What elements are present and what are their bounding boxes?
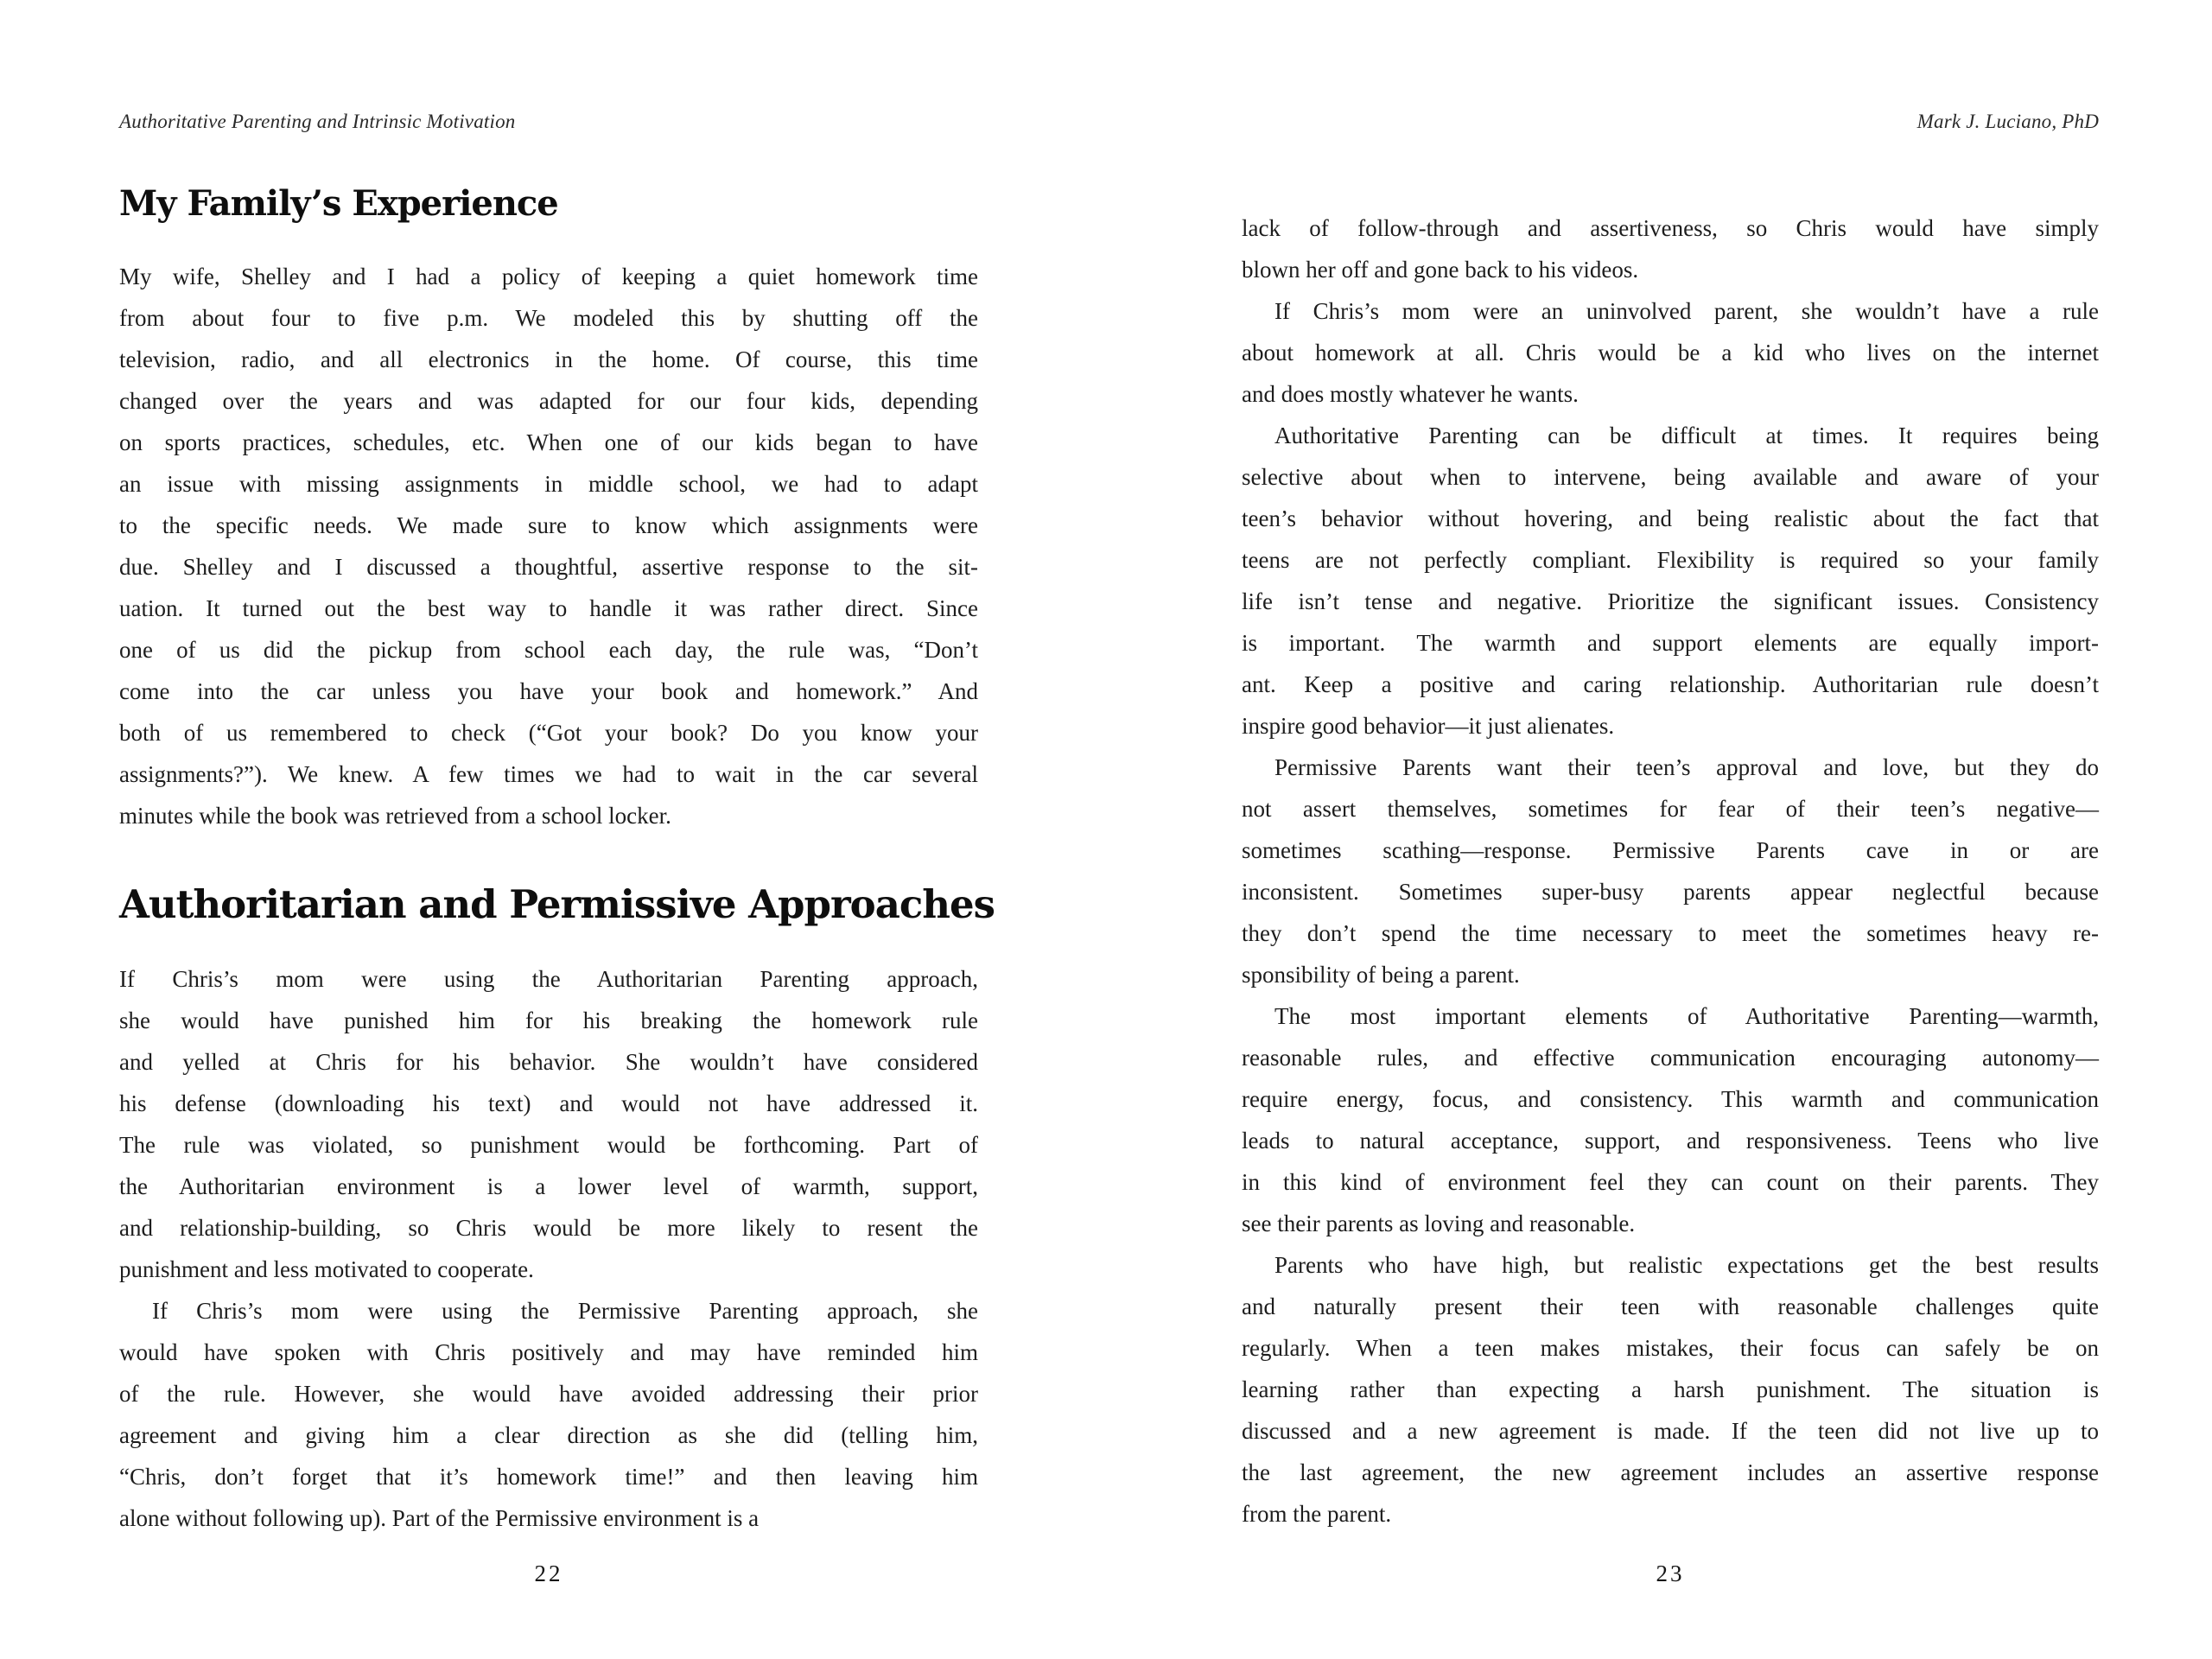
text-line: My wife, Shelley and I had a policy of keeping a quiet homework time xyxy=(119,264,978,289)
text-line: an issue with missing assignments in middle school, we had to adapt xyxy=(119,471,978,497)
paragraph xyxy=(1242,995,2099,1244)
text-line: inconsistent. Sometimes super-busy parents appear neglectful because xyxy=(1242,879,2099,905)
text-line: punishment and less motivated to cooperate. xyxy=(119,1256,534,1282)
text-line: they don’t spend the time necessary to meet the sometimes heavy re- xyxy=(1242,920,2099,946)
text-line: blown her off and gone back to his videos. xyxy=(1242,257,1639,283)
text-line: about homework at all. Chris would be a kid who lives on the internet xyxy=(1242,340,2099,365)
text-line: Permissive Parents want their teen’s approval and love, but they do xyxy=(1274,754,2099,780)
text-line: If Chris’s mom were using the Permissive Parenting approach, she xyxy=(152,1298,978,1324)
right-page xyxy=(1242,0,2099,1659)
text-line: is important. The warmth and support elements are equally import- xyxy=(1242,630,2099,656)
text-line: due. Shelley and I discussed a thoughtful, assertive response to the sit- xyxy=(119,554,978,580)
section-heading: My Family’s Experience xyxy=(119,183,558,224)
page-number-right: 23 xyxy=(1656,1560,1685,1586)
text-line: sometimes scathing—response. Permissive Parents cave in or are xyxy=(1242,837,2099,863)
text-line: come into the car unless you have your book and homework.” And xyxy=(119,678,978,704)
text-line: require energy, focus, and consistency. This warmth and communication xyxy=(1242,1086,2099,1112)
section-heading: Authoritarian and Permissive Approaches xyxy=(119,881,995,927)
text-line: from the parent. xyxy=(1242,1501,1392,1527)
text-line: The most important elements of Authoritative Parenting—warmth, xyxy=(1274,1003,2099,1029)
text-line: If Chris’s mom were an uninvolved parent, she wouldn’t have a rule xyxy=(1274,298,2099,324)
text-line: Parents who have high, but realistic expectations get the best results xyxy=(1274,1252,2099,1278)
text-line: the Authoritarian environment is a lower level of warmth, support, xyxy=(119,1173,978,1199)
text-line: not assert themselves, sometimes for fear of their teen’s negative— xyxy=(1242,796,2099,822)
left-page xyxy=(119,0,995,1659)
text-line: Authoritative Parenting can be difficult at times. It requires being xyxy=(1274,423,2099,448)
text-line: on sports practices, schedules, etc. When one of our kids began to have xyxy=(119,429,978,455)
text-line: his defense (downloading his text) and would not have addressed it. xyxy=(119,1090,978,1116)
text-line: she would have punished him for his breaking the homework rule xyxy=(119,1007,978,1033)
paragraph xyxy=(1242,290,2099,415)
text-line: from about four to five p.m. We modeled this by shutting off the xyxy=(119,305,978,331)
text-line: sponsibility of being a parent. xyxy=(1242,962,1520,988)
text-line: one of us did the pickup from school each day, the rule was, “Don’t xyxy=(119,637,978,663)
text-line: and relationship-building, so Chris would be more likely to resent the xyxy=(119,1215,978,1241)
paragraph xyxy=(119,256,978,836)
paragraph xyxy=(119,1290,978,1539)
text-line: agreement and giving him a clear direction as she did (telling him, xyxy=(119,1422,978,1448)
text-line: assignments?”). We knew. A few times we had to wait in the car several xyxy=(119,761,978,787)
text-line: and yelled at Chris for his behavior. She wouldn’t have considered xyxy=(119,1049,978,1075)
text-line: teens are not perfectly compliant. Flexibility is required so your family xyxy=(1242,547,2099,573)
text-line: of the rule. However, she would have avoided addressing their prior xyxy=(119,1381,978,1407)
text-line: the last agreement, the new agreement includes an assertive response xyxy=(1242,1459,2099,1485)
page-number-left: 22 xyxy=(534,1560,563,1586)
text-line: selective about when to intervene, being available and aware of your xyxy=(1242,464,2099,490)
text-line: to the specific needs. We made sure to know which assignments were xyxy=(119,512,978,538)
paragraph xyxy=(1242,1244,2099,1535)
text-line: discussed and a new agreement is made. If the teen did not live up to xyxy=(1242,1418,2099,1444)
text-line: regularly. When a teen makes mistakes, their focus can safely be on xyxy=(1242,1335,2099,1361)
text-line: and does mostly whatever he wants. xyxy=(1242,381,1579,407)
text-line: learning rather than expecting a harsh punishment. The situation is xyxy=(1242,1376,2099,1402)
text-line: life isn’t tense and negative. Prioritize the significant issues. Consistency xyxy=(1242,588,2099,614)
text-line: both of us remembered to check (“Got your book? Do you know your xyxy=(119,720,978,746)
right-page-body xyxy=(1242,0,2099,1535)
text-line: reasonable rules, and effective communication encouraging autonomy— xyxy=(1242,1045,2099,1071)
paragraph xyxy=(1242,747,2099,995)
text-line: inspire good behavior—it just alienates. xyxy=(1242,713,1615,739)
text-line: The rule was violated, so punishment would be forthcoming. Part of xyxy=(119,1132,978,1158)
text-line: see their parents as loving and reasonable. xyxy=(1242,1211,1636,1236)
text-line: minutes while the book was retrieved from a school locker. xyxy=(119,803,671,829)
text-line: teen’s behavior without hovering, and being realistic about the fact that xyxy=(1242,505,2099,531)
left-page-body xyxy=(119,0,995,1539)
paragraph xyxy=(119,958,978,1290)
text-line: leads to natural acceptance, support, and responsiveness. Teens who live xyxy=(1242,1128,2099,1154)
running-header-right: Mark J. Luciano, PhD xyxy=(1916,111,2099,132)
running-header-left: Authoritative Parenting and Intrinsic Motivation xyxy=(119,111,516,132)
text-line: changed over the years and was adapted for our four kids, depending xyxy=(119,388,978,414)
paragraph xyxy=(1242,207,2099,290)
paragraph xyxy=(1242,415,2099,747)
text-line: uation. It turned out the best way to handle it was rather direct. Since xyxy=(119,595,978,621)
text-line: “Chris, don’t forget that it’s homework time!” and then leaving him xyxy=(119,1464,978,1490)
text-line: television, radio, and all electronics in the home. Of course, this time xyxy=(119,346,978,372)
text-line: If Chris’s mom were using the Authoritarian Parenting approach, xyxy=(119,966,978,992)
text-line: in this kind of environment feel they can count on their parents. They xyxy=(1242,1169,2099,1195)
text-line: and naturally present their teen with reasonable challenges quite xyxy=(1242,1294,2099,1319)
text-line: lack of follow-through and assertiveness, so Chris would have simply xyxy=(1242,215,2099,241)
text-line: would have spoken with Chris positively and may have reminded him xyxy=(119,1339,978,1365)
text-line: alone without following up). Part of the Permissive environment is a xyxy=(119,1505,760,1531)
text-line: ant. Keep a positive and caring relationship. Authoritarian rule doesn’t xyxy=(1242,671,2099,697)
